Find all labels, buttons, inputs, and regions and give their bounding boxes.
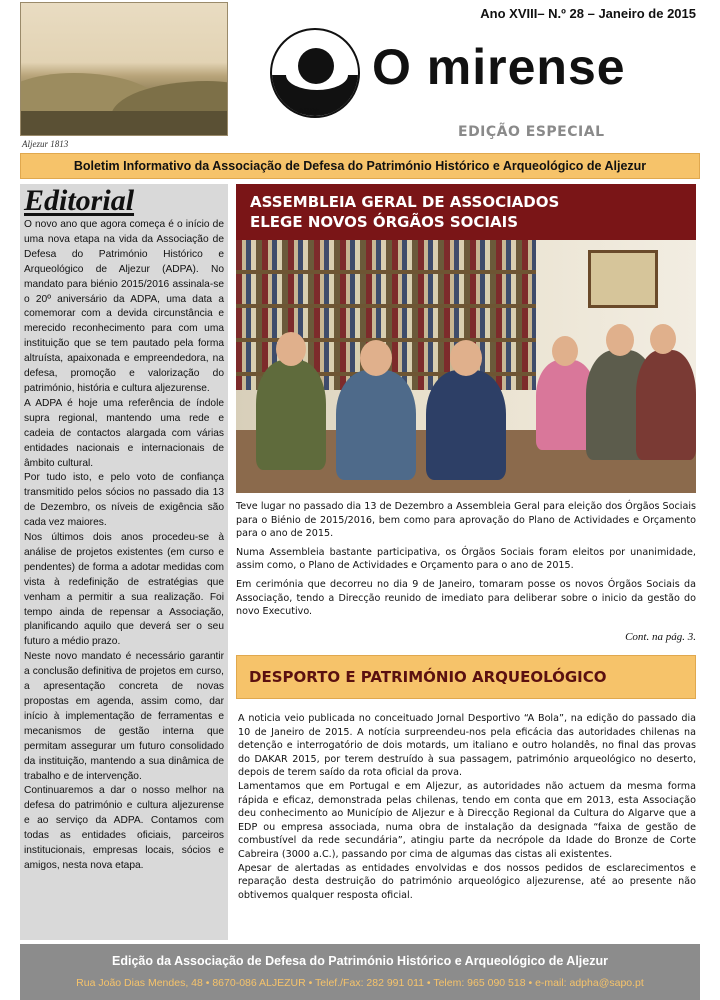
- assembly-article-title: [236, 184, 696, 240]
- editorial-column: [20, 184, 228, 940]
- assembly-title-line: ELEGE NOVOS ÓRGÃOS SOCIAIS: [250, 213, 518, 231]
- aljezur-1813-painting: [20, 2, 228, 136]
- photo-person-head: [650, 324, 676, 354]
- assembly-article-body: [236, 500, 696, 624]
- special-edition-label: EDIÇÃO ESPECIAL: [458, 124, 605, 140]
- assembly-paragraph: Numa Assembleia bastante participativa, os Órgãos Sociais foram eleitos por unanimidade, assim como, o Plano de Actividades e Orçamento para o ano de 2015.: [236, 546, 696, 572]
- editorial-paragraph: Nos últimos dois anos procedeu-se à análise de projetos existentes (em curso e pendentes) de forma a adotar medidas com vista à redefinição de estratégias que venham a permitir a sua realização. Foi tempo ainda de repensar a Associação, planificando aquilo que deverá ser o seu futuro a médio prazo.: [24, 532, 224, 648]
- bulletin-banner: Boletim Informativo da Associação de Defesa do Património Histórico e Arqueológico de Aljezur: [20, 153, 700, 179]
- issue-info: Ano XVIII– N.º 28 – Janeiro de 2015: [480, 6, 696, 21]
- continued-note: Cont. na pág. 3.: [625, 631, 696, 643]
- logo-sun: [298, 48, 334, 84]
- photo-person: [256, 360, 326, 470]
- photo-person: [336, 370, 416, 480]
- sport-paragraph: A noticia veio publicada no conceituado Jornal Desportivo “A Bola”, na edição do passado dia 10 de Janeiro de 2015. A notícia surpreendeu-nos pela eficácia das autoridades chilenas na detenção e interrogatório de dois motards, um italiano e outro holandês, no final das provas do DAKAR 2015, por terem destruído à sua passagem, património arqueológico no deserto, depois de terem saído da rota oficial da prova.: [238, 713, 696, 779]
- painting-caption: Aljezur 1813: [22, 139, 69, 149]
- photo-person-head: [450, 340, 482, 376]
- assembly-paragraph: Teve lugar no passado dia 13 de Dezembro a Assembleia Geral para eleição dos Órgãos Sociais para o Biénio de 2015/2016, bem como para aprovação do Plano de Actividades e Orçamento para o ano de 2015.: [236, 501, 696, 540]
- photo-person-head: [276, 332, 306, 366]
- sport-paragraph: Lamentamos que em Portugal e em Aljezur, as autoridades não actuem da mesma forma rápida e eficaz, demonstrada pelas chilenas, tendo em conta que em 2013, esta Associação deu conhecimento ao Município de Aljezur e à Direcção Regional da Cultura do Algarve que a EDP ou empresa associada, numa obra de instalação da designada “faixa de gestão de combustível da rede secundária”, atingiu parte da necrópole da Idade do Bronze de Corte Cabreira (3000 a.C.), passando por cima de algumas das cistas ali existentes.: [238, 780, 696, 860]
- sport-article-title: DESPORTO E PATRIMÓNIO ARQUEOLÓGICO: [236, 655, 696, 699]
- photo-framed-map: [588, 250, 658, 308]
- footer: [20, 944, 700, 1000]
- editorial-paragraph: Neste novo mandato é necessário garantir a conclusão definitiva de projetos em curso, a apresentação concreta de novas propostas em agenda, assim como, dar início à implementação de ferramentas e mecanismos de gestão interna que permitam assegurar um futuro consolidado da instituição, mantendo a sua dinâmica de trabalho e de intervenção.: [24, 651, 224, 782]
- editorial-paragraph: A ADPA é hoje uma referência de índole supra regional, mantendo uma rede e cadeia de contactos alargada com várias entidades nacionais e internacionais de âmbito cultural.: [24, 397, 224, 469]
- logo-text: ADPA: [298, 107, 321, 116]
- editorial-paragraph: Continuaremos a dar o nosso melhor na defesa do património e cultura aljezurense e ao serviço da ADPA. Contamos com todas as entidades oficiais, parceiros institucionais, empresas locais, sócios e amigos, nesta nova etapa.: [24, 785, 224, 871]
- assembly-paragraph: Em cerimónia que decorreu no dia 9 de Janeiro, tomaram posse os novos Órgãos Sociais da Associação, tendo a Direcção reunido de imediato para deliberar sobre o inicio da gestão do novo Executivo.: [236, 578, 696, 618]
- editorial-title: Editorial: [24, 184, 135, 217]
- assembly-title-line: ASSEMBLEIA GERAL DE ASSOCIADOS: [250, 193, 560, 211]
- photo-person: [636, 350, 696, 460]
- adpa-logo: [270, 28, 360, 118]
- footer-contacts: Rua João Dias Mendes, 48 • 8670-086 ALJEZUR • Telef./Fax: 282 991 011 • Telem: 965 090 518 • e-mail: adpha@sapo.pt: [76, 977, 644, 989]
- sport-paragraph: Apesar de alertadas as entidades envolvidas e dos nossos pedidos de esclarecimentos e reparação desta destruição do património arqueológico aljezurense, até ao presente não obtivemos qualquer resposta oficial.: [238, 862, 696, 901]
- photo-person-head: [360, 340, 392, 376]
- assembly-meeting-photo: [236, 240, 696, 493]
- photo-person-head: [606, 324, 634, 356]
- editorial-paragraph: Por tudo isto, e pelo voto de confiança transmitido pelos sócios no passado dia 13 de Dezembro, os níveis de exigência são cada vez maiores.: [24, 472, 224, 529]
- painting-ground: [21, 111, 227, 136]
- sport-article-body: [238, 712, 696, 902]
- photo-person-head: [552, 336, 578, 366]
- editorial-paragraph: O novo ano que agora começa é o início de uma nova etapa na vida da Associação de Defesa do Património Histórico e Arqueológico de Aljezur (ADPA). No mandato para biénio 2015/2016 assinala-se o 20º aniversário da ADPA, uma data a comemorar com a devida circunstância e merecido reconhecimento para com uma instituição que se tem pautado pela forma altruísta, apaixonada e empreendedora, na defesa, promoção e valorização do património, história e cultura aljezurense.: [24, 219, 224, 394]
- masthead-title: O mirense: [372, 39, 626, 95]
- footer-publisher: Edição da Associação de Defesa do Património Histórico e Arqueológico de Aljezur: [112, 954, 608, 968]
- photo-person: [426, 370, 506, 480]
